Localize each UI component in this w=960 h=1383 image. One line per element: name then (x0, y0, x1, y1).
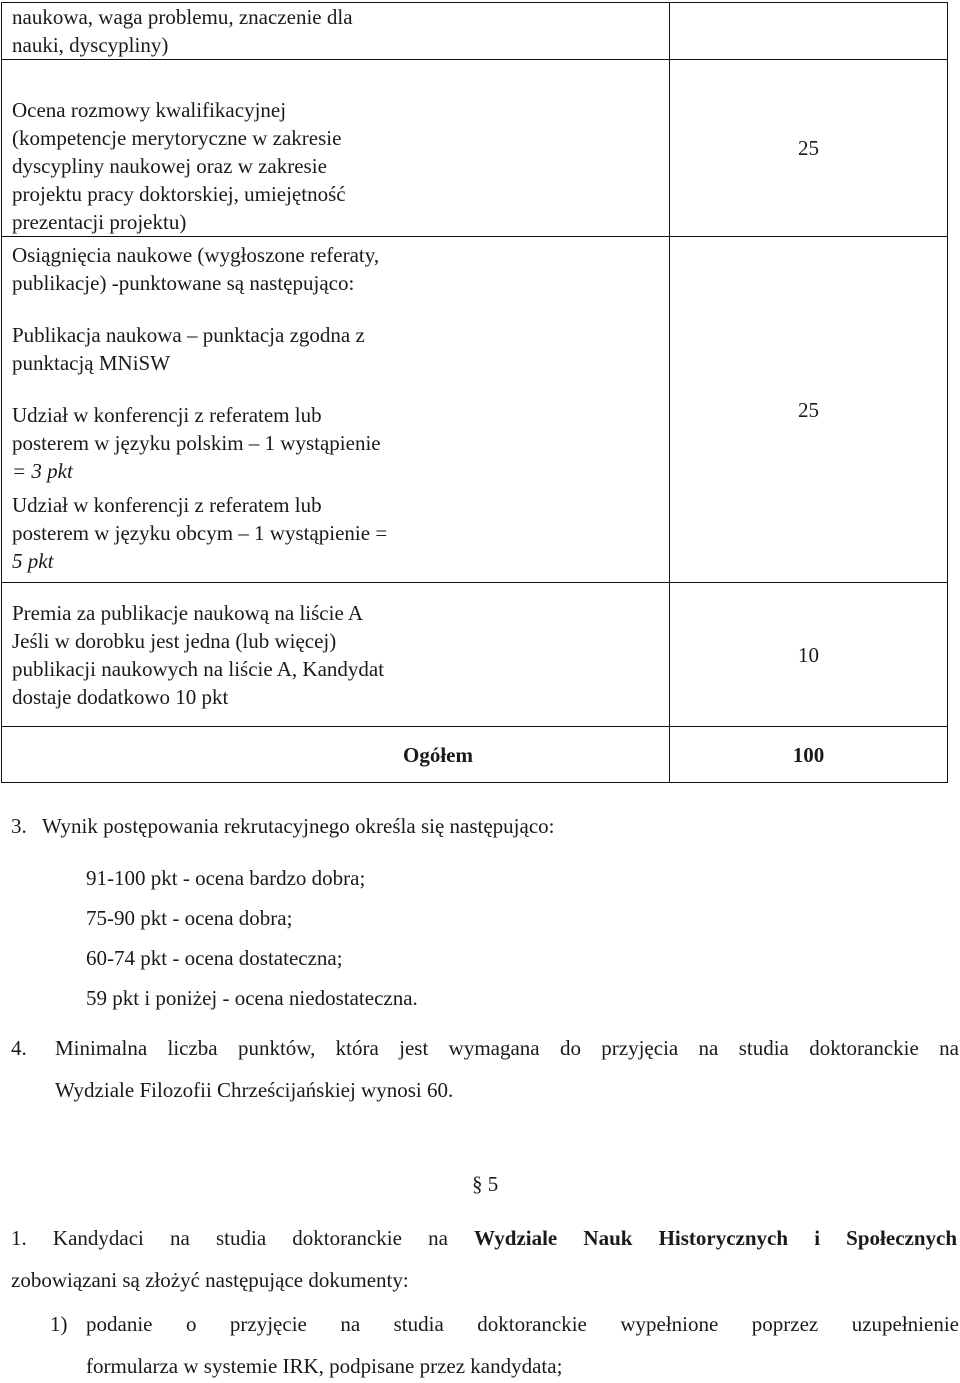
criteria-line: Osiągnięcia naukowe (wygłoszone referaty, (12, 243, 380, 267)
criteria-line: punktacją MNiSW (12, 351, 171, 375)
criteria-line: Ocena rozmowy kwalifikacyjnej (12, 98, 287, 122)
total-label-cell (2, 727, 670, 783)
section-3-heading (11, 812, 554, 840)
criteria-line: = 3 pkt (12, 459, 73, 483)
faculty-name: Wydziale Nauk Historycznych i Społecznych (474, 1226, 958, 1250)
criteria-line: Publikacja naukowa – punktacja zgodna z (12, 323, 365, 347)
bonus-score: 10 (798, 642, 819, 667)
criteria-line: 5 pkt (12, 549, 54, 573)
criteria-line: posterem w języku polskim – 1 wystąpienie (12, 431, 381, 455)
section-4 (11, 1034, 959, 1104)
criteria-line: publikacji naukowych na liście A, Kandydat (12, 657, 385, 681)
point-number: 1. (11, 1226, 27, 1250)
section-text-line: Wydziale Filozofii Chrześcijańskiej wynosi 60. (55, 1078, 454, 1102)
scoring-table (1, 2, 948, 783)
score-cell-empty (670, 3, 948, 60)
subpoint-number: 1) (50, 1312, 68, 1336)
section-text: Wynik postępowania rekrutacyjnego określa się następująco: (42, 814, 555, 838)
point-text-line: zobowiązani są złożyć następujące dokumenty: (11, 1268, 409, 1292)
criteria-line: posterem w języku obcym – 1 wystąpienie = (12, 521, 388, 545)
criteria-cell-achievements (2, 237, 670, 583)
criteria-cell-research-description (2, 3, 670, 60)
section-number: 3. (11, 814, 27, 838)
list-item: 59 pkt i poniżej - ocena niedostateczna. (86, 986, 418, 1010)
achievements-score: 25 (798, 397, 819, 422)
criteria-line: Jeśli w dorobku jest jedna (lub więcej) (12, 629, 337, 653)
score-cell-bonus (670, 583, 948, 727)
list-item: 91-100 pkt - ocena bardzo dobra; (86, 866, 366, 890)
criteria-line: prezentacji projektu) (12, 210, 187, 234)
criteria-line: dyscypliny naukowej oraz w zakresie (12, 154, 327, 178)
grade-list (86, 864, 418, 1024)
criteria-line: (kompetencje merytoryczne w zakresie (12, 126, 342, 150)
criteria-line: naukowa, waga problemu, znaczenie dla (12, 5, 353, 29)
subpoint-1 (50, 1310, 959, 1380)
section-text-line: Minimalna liczba punktów, która jest wymagana do przyjęcia na studia doktoranckie na (55, 1036, 959, 1060)
total-label: Ogółem (403, 742, 473, 767)
criteria-line: nauki, dyscypliny) (12, 33, 169, 57)
criteria-cell-interview (2, 60, 670, 237)
score-cell-achievements (670, 237, 948, 583)
criteria-line: Udział w konferencji z referatem lub (12, 403, 322, 427)
score-cell-interview (670, 60, 948, 237)
criteria-line: Premia za publikacje naukową na liście A (12, 601, 364, 625)
list-item: 60-74 pkt - ocena dostateczna; (86, 946, 343, 970)
point-1 (11, 1224, 959, 1294)
total-value: 100 (792, 742, 825, 767)
interview-score: 25 (798, 136, 819, 160)
paragraph-heading: § 5 (472, 1172, 499, 1196)
point-text: Kandydaci na studia doktoranckie na (52, 1226, 448, 1250)
criteria-line: publikacje) -punktowane są następująco: (12, 271, 355, 295)
criteria-line: Udział w konferencji z referatem lub (12, 493, 322, 517)
criteria-cell-bonus (2, 583, 670, 727)
subpoint-text-line: podanie o przyjęcie na studia doktoranckie wypełnione poprzez uzupełnienie (86, 1312, 959, 1336)
total-value-cell (670, 727, 948, 783)
subpoint-text-line: formularza w systemie IRK, podpisane przez kandydata; (86, 1354, 563, 1378)
list-item: 75-90 pkt - ocena dobra; (86, 906, 293, 930)
criteria-line: dostaje dodatkowo 10 pkt (12, 685, 229, 709)
section-number: 4. (11, 1036, 27, 1060)
criteria-line: projektu pracy doktorskiej, umiejętność (12, 182, 346, 206)
